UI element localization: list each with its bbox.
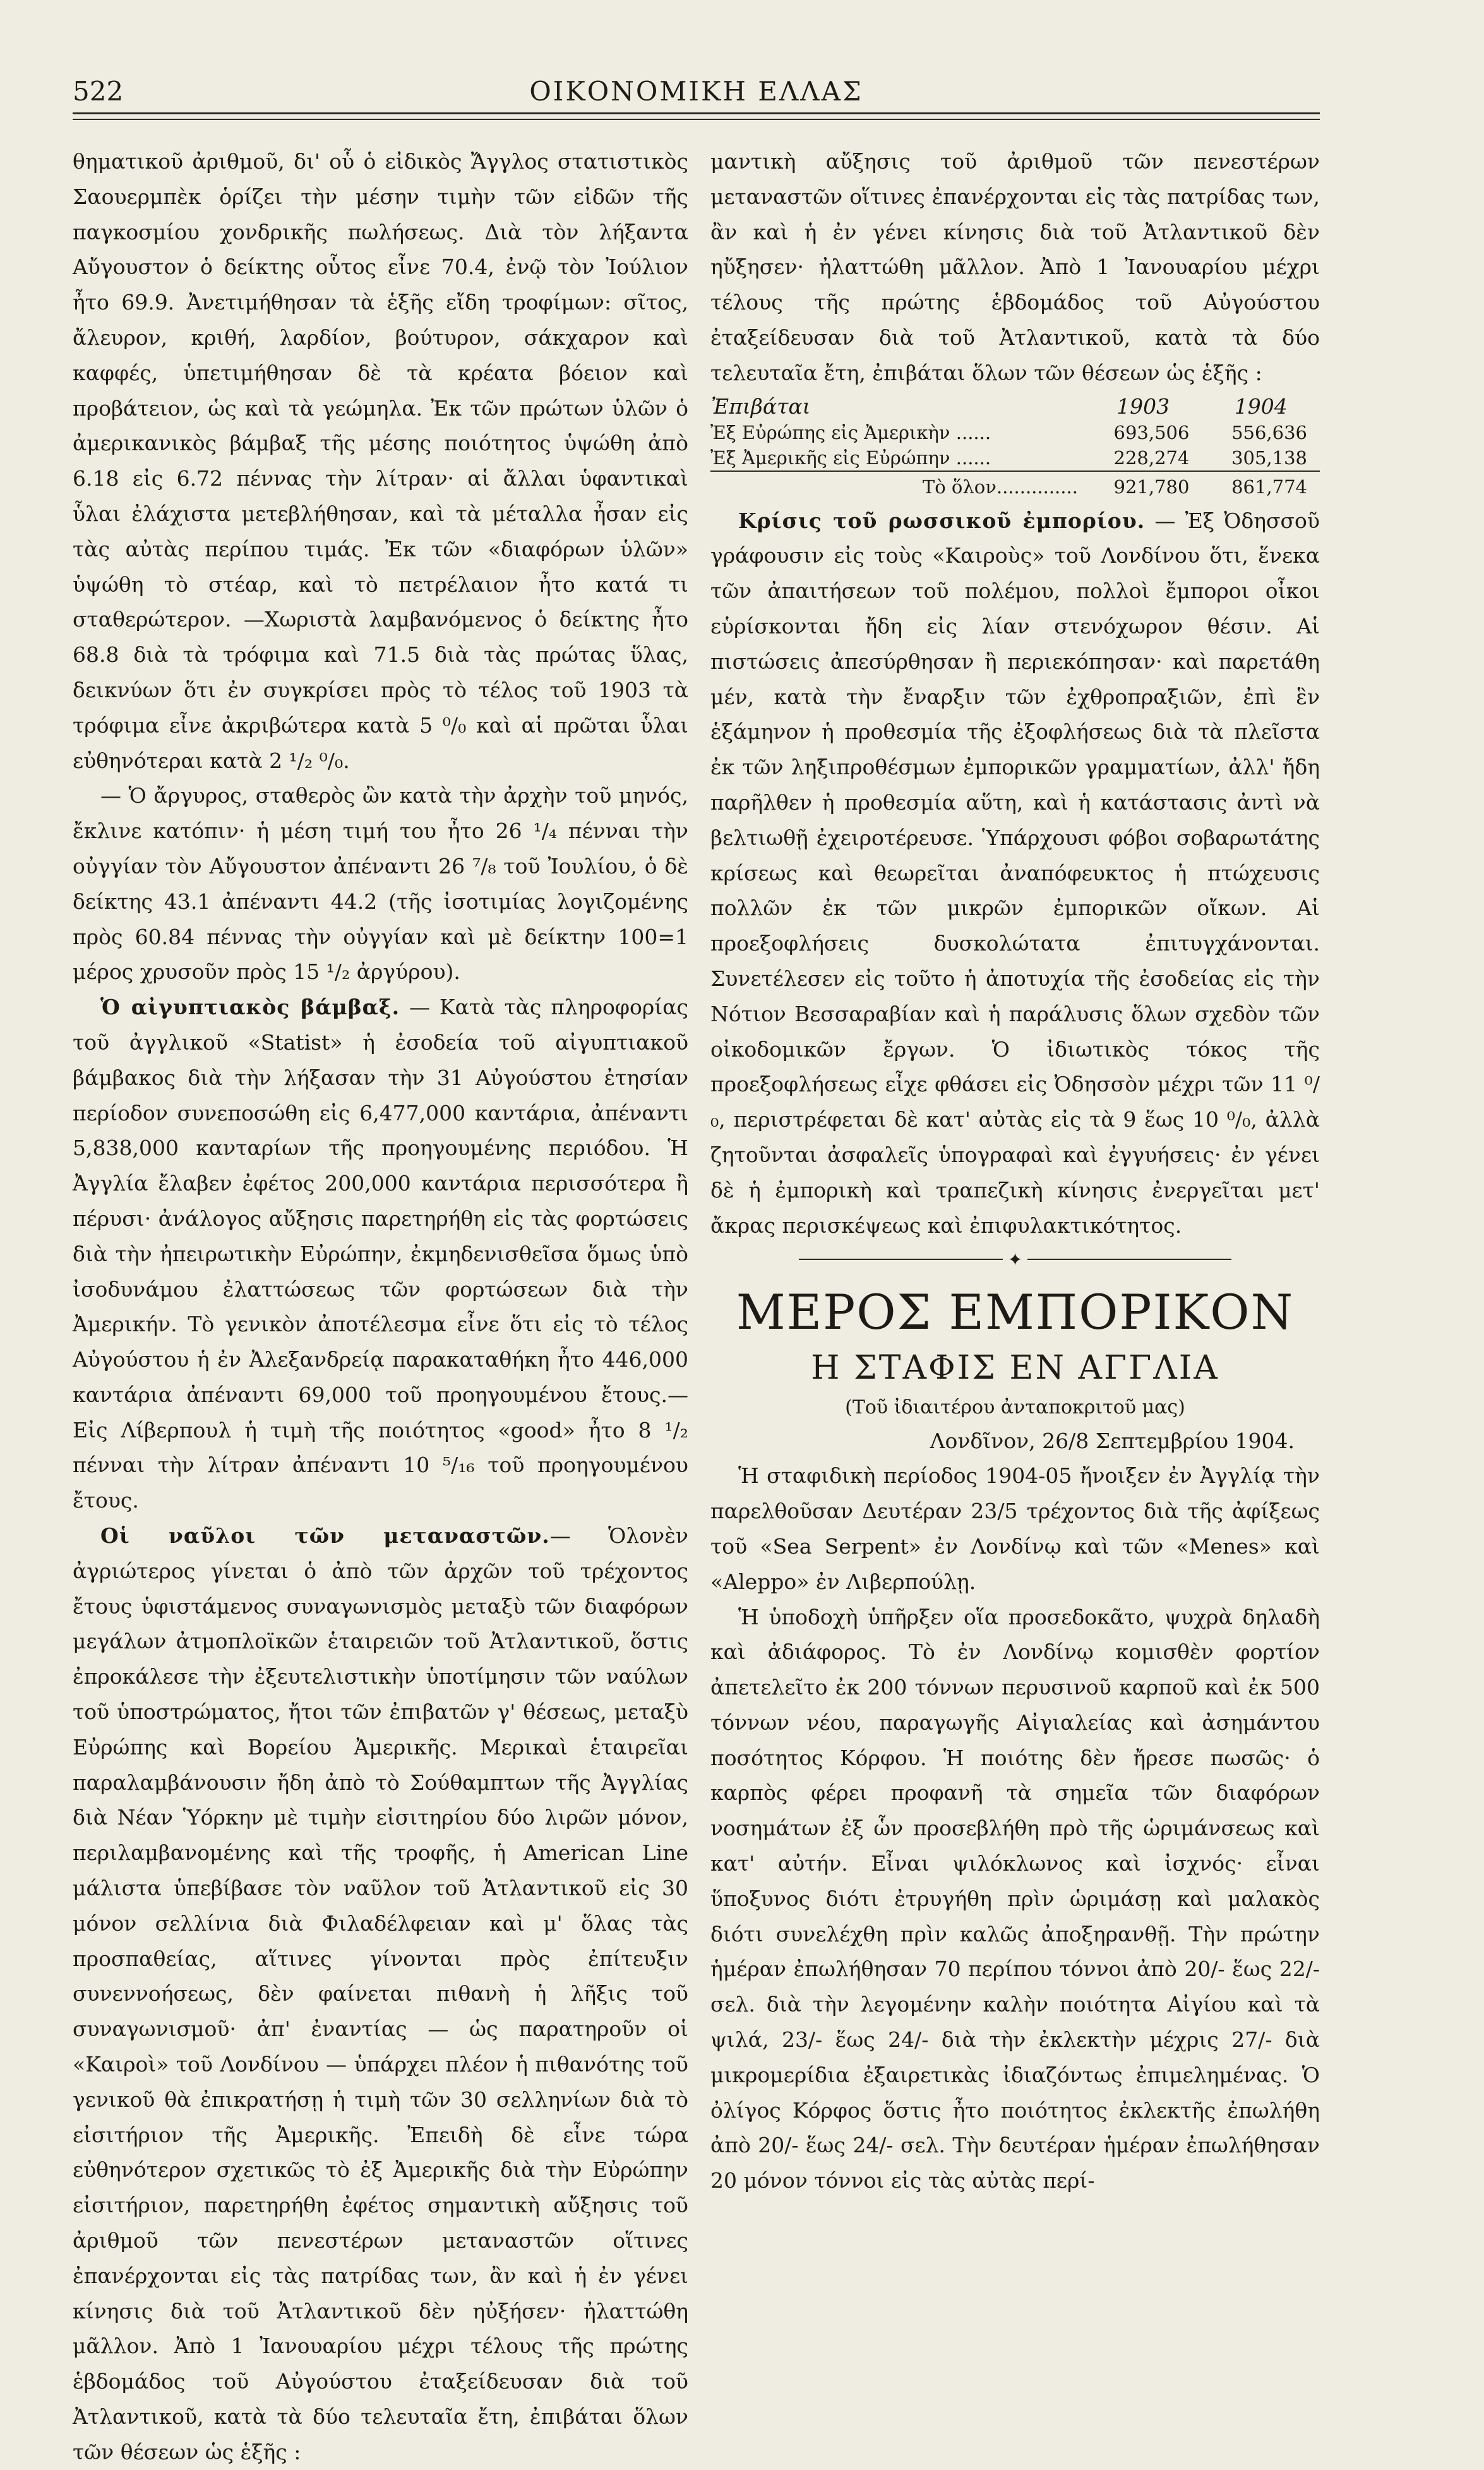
- table-total-cell: 861,774: [1202, 471, 1320, 500]
- paragraph-text: — Ἐξ Ὀδησσοῦ γράφουσιν εἰς τοὺς «Καιροὺς» τοῦ Λονδίνου ὅτι, ἕνεκα τῶν ἀπαιτήσεων τοῦ πολέμου, πολλοὶ ἔμποροι οἶκοι εὑρίσκονται ἤδη εἰς λίαν στενόχωρον θέσιν. Αἱ πιστώσεις ἀπεσύρθησαν ἢ περιεκόπησαν· καὶ παρετάθη μέν, κατὰ τὴν ἔναρξιν τῶν ἐχθροπραξιῶν, ἐπὶ ἓν ἑξάμηνον ἡ προθεσμία τῆς ἐξοφλήσεως διὰ τὰ πλεῖστα ἐκ τῶν ληξιπροθέσμων ἐμπορικῶν γραμματίων, ἀλλ' ἤδη παρῆλθεν ἡ προθεσμία αὕτη, καὶ ἡ κατάστασις ἀντὶ νὰ βελτιωθῇ ἐχειροτέρευσε. Ὑπάρχουσι φόβοι σοβαρωτάτης κρίσεως καὶ θεωρεῖται ἀναπόφευκτος ἡ πτώχευσις πολλῶν ἐκ τῶν μικρῶν ἐμπορικῶν οἴκων. Αἱ προεξοφλήσεις δυσκολώτατα ἐπιτυγχάνονται. Συνετέλεσεν εἰς τοῦτο ἡ ἀποτυχία τῆς ἐσοδείας εἰς τὴν Νότιον Βεσσαραβίαν καὶ ἡ παράλυσις ὅλων σχεδὸν τῶν οἰκοδομικῶν ἔργων. Ὁ ἰδιωτικὸς τόκος τῆς προεξοφλήσεως εἶχε φθάσει εἰς Ὀδησσὸν μέχρι τῶν 11 ⁰/₀, περιστρέφεται δὲ κατ' αὐτὰς εἰς τὰ 9 ἕως 10 ⁰/₀, ἀλλὰ ζητοῦνται ἀσφαλεῖς ὑπογραφαὶ καὶ ἐγγυήσεις· ἐν γένει δὲ ἡ ἐμπορικὴ καὶ τραπεζικὴ κίνησις ἐνεργεῖται μετ' ἄκρας περισκέψεως καὶ ἐπιφυλακτικότητος.: [710, 508, 1320, 1238]
- table-head-year: 1903: [1116, 393, 1170, 419]
- table-cell: 556,636: [1231, 421, 1307, 443]
- paragraph-egyptian-cotton: [73, 990, 688, 1518]
- paragraph-emigrant-fares: [73, 1518, 688, 2470]
- paragraph-currant-season: Ἡ σταφιδικὴ περίοδος 1904-05 ἤνοιξεν ἐν Ἀγγλίᾳ τὴν παρελθοῦσαν Δευτέραν 23/5 τρέχοντος διὰ τῆς ἀφίξεως τοῦ «Sea Serpent» ἐν Λονδίνῳ καὶ τῶν «Menes» καὶ «Aleppo» ἐν Λιβερπούλῃ.: [710, 1463, 1320, 1594]
- paragraph-sauerbeck-index: θηματικοῦ ἀριθμοῦ, δι' οὗ ὁ εἰδικὸς Ἄγγλος στατιστικὸς Σαουερμπὲκ ὁρίζει τὴν μέσην τιμὴν τῶν εἰδῶν τῆς παγκοσμίου χονδρικῆς πωλήσεως. Διὰ τὸν λήξαντα Αὔγουστον ὁ δείκτης οὗτος εἶνε 70.4, ἐνῷ τὸν Ἰούλιον ἦτο 69.9. Ἀνετιμήθησαν τὰ ἑξῆς εἴδη τροφίμων: σῖτος, ἄλευρον, κριθή, λαρδίον, βούτυρον, σάκχαρον καὶ καφφές, ὑπετιμήθησαν δὲ τὰ κρέατα βόειον καὶ προβάτειον, ὡς καὶ τὰ γεώμηλα. Ἐκ τῶν πρώτων ὑλῶν ὁ ἀμερικανικὸς βάμβαξ τῆς μέσης ποιότητος ὑψώθη ἀπὸ 6.18 εἰς 6.72 πέννας τὴν λίτραν· αἱ ἄλλαι ὑφαντικαὶ ὗλαι ἐλάχιστα μετεβλήθησαν, καὶ τὰ μέταλλα ἦσαν εἰς τὰς αὐτὰς περίπου τιμάς. Ἐκ τῶν «διαφόρων ὑλῶν» ὑψώθη τὸ στέαρ, καὶ τὸ πετρέλαιον ἦτο κατά τι σταθερώτερον. —Χωριστὰ λαμβανόμενος ὁ δείκτης ἦτο 68.8 διὰ τὰ τρόφιμα καὶ 71.5 διὰ τὰς πρώτας ὕλας, δεικνύων ὅτι ἐν συγκρίσει πρὸς τὸ τέλος τοῦ 1903 τὰ τρόφιμα εἶνε ἀκριβώτερα κατὰ 5 ⁰/₀ καὶ αἱ πρῶται ὗλαι εὐθηνότεραι κατὰ 2 ¹/₂ ⁰/₀.: [73, 149, 688, 773]
- section-separator: [710, 1243, 1320, 1274]
- table-total-label: Τὸ ὅλον..............: [710, 471, 1084, 500]
- table-total-row: [710, 471, 1320, 500]
- table-total-cell: 921,780: [1084, 471, 1202, 500]
- table-cell: 693,506: [1113, 421, 1190, 443]
- header-rule: [73, 112, 1320, 114]
- table-cell: 305,138: [1231, 447, 1307, 469]
- header-rule-thin: [73, 119, 1320, 120]
- paragraph-silver: — Ὁ ἄργυρος, σταθερὸς ὢν κατὰ τὴν ἀρχὴν τοῦ μηνός, ἔκλινε κατόπιν· ἡ μέση τιμή του ἦτο 26 ¹/₄ πένναι τὴν οὐγγίαν τὸν Αὔγουστον ἀπέναντι 26 ⁷/₈ τοῦ Ἰουλίου, ὁ δὲ δείκτης 43.1 ἀπέναντι 44.2 (τῆς ἰσοτιμίας λογιζομένης πρὸς 60.84 πέννας τὴν οὐγγίαν καὶ μὲ δείκτην 100=1 μέρος χρυσοῦν πρὸς 15 ¹/₂ ἀργύρου).: [73, 783, 688, 985]
- paragraph-text: — Κατὰ τὰς πληροφορίας τοῦ ἀγγλικοῦ «Statist» ἡ ἐσοδεία τοῦ αἰγυπτιακοῦ βάμβακος διὰ τὴν λήξασαν τὴν 31 Αὐγούστου ἐτησίαν περίοδον συνεποσώθη εἰς 6,477,000 καντάρια, ἀπέναντι 5,838,000 κανταρίων τῆς προηγουμένης περιόδου. Ἡ Ἀγγλία ἔλαβεν ἐφέτος 200,000 καντάρια περισσότερα ἢ πέρυσι· ἀνάλογος αὔξησις παρετηρήθη εἰς τὰς φορτώσεις διὰ τὴν ἠπειρωτικὴν Εὐρώπην, ἐκμηδενισθεῖσα ὅμως ὑπὸ ἰσοδυνάμου ἐλαττώσεως τῶν φορτώσεων διὰ τὴν Ἀμερικήν. Τὸ γενικὸν ἀποτέλεσμα εἶνε ὅτι εἰς τὸ τέλος Αὐγούστου ἡ ἐν Ἀλεξανδρείᾳ παρακαταθήκη ἦτο 446,000 καντάρια ἀπέναντι 69,000 τοῦ προηγουμένου ἔτους.— Εἰς Λίβερπουλ ἡ τιμὴ τῆς ποιότητος «good» ἦτο 8 ¹/₂ πένναι τὴν λίτραν ἀπέναντι 10 ⁵/₁₆ τοῦ προηγουμένου ἔτους.: [73, 995, 688, 1513]
- left-column: [73, 144, 688, 2470]
- running-title: ΟΙΚΟΝΟΜΙΚΗ ΕΛΛΑΣ: [529, 76, 863, 107]
- table-head-year: 1904: [1234, 393, 1288, 419]
- article-title: Η ΣΤΑΦΙΣ ΕΝ ΑΓΓΛΙΑ: [811, 1349, 1219, 1388]
- section-title: ΜΕΡΟΣ ΕΜΠΟΡΙΚΟΝ: [736, 1284, 1295, 1341]
- table-cell: 228,274: [1113, 447, 1190, 469]
- table-row-label: Ἐξ Εὐρώπης εἰς Ἀμερικὴν ......: [710, 421, 991, 443]
- runin-heading: Κρίσις τοῦ ρωσσικοῦ ἐμπορίου.: [738, 508, 1146, 533]
- ornament-icon: ✦: [1003, 1249, 1027, 1270]
- table-head-label: Ἐπιβάται: [711, 393, 811, 419]
- runin-heading: Οἱ ναῦλοι τῶν μεταναστῶν.: [100, 1523, 550, 1549]
- table-row-label: Ἐξ Ἀμερικῆς εἰς Εὐρώπην ......: [710, 447, 991, 469]
- table-header-row: [710, 393, 1320, 420]
- paragraph-continuation: μαντικὴ αὔξησις τοῦ ἀριθμοῦ τῶν πενεστέρων μεταναστῶν οἵτινες ἐπανέρχονται εἰς τὰς πατρίδας των, ἂν καὶ ἡ ἐν γένει κίνησις διὰ τοῦ Ἀτλαντικοῦ δὲν ηὔξησεν· ἠλαττώθη μᾶλλον. Ἀπὸ 1 Ἰανουαρίου μέχρι τέλους τῆς πρώτης ἑβδομάδος τοῦ Αὐγούστου ἐταξείδευσαν διὰ τοῦ Ἀτλαντικοῦ, κατὰ τὰ δύο τελευταῖα ἔτη, ἐπιβάται ὅλων τῶν θέσεων ὡς ἑξῆς :: [710, 149, 1320, 385]
- paragraph-text: — Ὁλονὲν ἀγριώτερος γίνεται ὁ ἀπὸ τῶν ἀρχῶν τοῦ τρέχοντος ἔτους ὑφιστάμενος συναγωνισμὸς μεταξὺ τῶν διαφόρων μεγάλων ἀτμοπλοϊκῶν ἑταιρειῶν τοῦ Ἀτλαντικοῦ, ὅστις ἐπροκάλεσε τὴν ἐξευτελιστικὴν ὑποτίμησιν τῶν ναύλων τοῦ ὑποστρώματος, ἤτοι τῶν ἐπιβατῶν γ' θέσεως, μεταξὺ Εὐρώπης καὶ Βορείου Ἀμερικῆς. Μερικαὶ ἑταιρεῖαι παραλαμβάνουσιν ἤδη ἀπὸ τὸ Σούθαμπτων τῆς Ἀγγλίας διὰ Νέαν Ὑόρκην μὲ τιμὴν εἰσιτηρίου δύο λιρῶν μόνον, περιλαμβανομένης καὶ τῆς τροφῆς, ἡ American Line μάλιστα ὑπεβίβασε τὸν ναῦλον τοῦ Ἀτλαντικοῦ εἰς 30 μόνον σελλίνια διὰ Φιλαδέλφειαν καὶ μ' ὅλας τὰς προσπαθείας, αἵτινες γίνονται πρὸς ἐπίτευξιν συνεννοήσεως, δὲν φαίνεται πιθανὴ ἡ λῆξις τοῦ συναγωνισμοῦ· ἀπ' ἐναντίας — ὡς παρατηροῦν οἱ «Καιροὶ» τοῦ Λονδίνου — ὑπάρχει πλέον ἡ πιθανότης τοῦ γενικοῦ θὰ ἐπικρατήσῃ ἡ τιμὴ τῶν 30 σελληνίων διὰ τὸ εἰσιτήριον τῆς Ἀμερικῆς. Ἐπειδὴ δὲ εἶνε τώρα εὐθηνότερον σχετικῶς τὸ ἐξ Ἀμερικῆς διὰ τὴν Εὐρώπην εἰσιτήριον, παρετηρήθη ἐφέτος σημαντικὴ αὔξησις τοῦ ἀριθμοῦ τῶν πενεστέρων μεταναστῶν οἵτινες ἐπανέρχονται εἰς τὰς πατρίδας των, ἂν καὶ ἡ ἐν γένει κίνησις διὰ τοῦ Ἀτλαντικοῦ δὲν ηὐξήσεν· ἠλαττώθη μᾶλλον. Ἀπὸ 1 Ἰανουαρίου μέχρι τέλους τῆς πρώτης ἑβδομάδος τοῦ Αὐγούστου ἐταξείδευσαν διὰ τοῦ Ἀτλαντικοῦ, κατὰ τὰ δύο τελευταῖα ἔτη, ἐπιβάται ὅλων τῶν θέσεων ὡς ἑξῆς :: [73, 1523, 688, 2464]
- table-row: [710, 445, 1320, 471]
- passenger-table: [710, 393, 1320, 500]
- table-row: [710, 420, 1320, 445]
- paragraph-russian-crisis: [710, 503, 1320, 1244]
- runin-heading: Ὁ αἰγυπτιακὸς βάμβαξ.: [100, 995, 400, 1020]
- article-dateline: Λονδῖνον, 26/8 Σεπτεμβρίου 1904.: [930, 1429, 1295, 1454]
- page-number: 522: [73, 76, 124, 107]
- paragraph-currant-reception: Ἡ ὑποδοχὴ ὑπῆρξεν οἵα προσεδοκᾶτο, ψυχρὰ δηλαδὴ καὶ ἀδιάφορος. Τὸ ἐν Λονδίνῳ κομισθὲν φορτίον ἀπετελεῖτο ἐκ 200 τόννων περυσινοῦ καρποῦ καὶ ἐκ 500 τόννων νέου, παραγωγῆς Αἰγιαλείας καὶ ἀσημάντου ποσότητος Κόρφου. Ἡ ποιότης δὲν ἤρεσε πωσῶς· ὁ καρπὸς φέρει προφανῆ τὰ σημεῖα τῶν διαφόρων νοσημάτων ἐξ ὧν προσεβλήθη πρὸ τῆς ὡριμάνσεως καὶ κατ' αὐτήν. Εἶναι ψιλόκλωνος καὶ ἰσχνός· εἶναι ὕποξυνος διότι ἐτρυγήθη πρὶν ὡριμάσῃ καὶ μαλακὸς διότι συνελέχθη πρὶν καλῶς ἀποξηρανθῇ. Τὴν πρώτην ἡμέραν ἐπωλήθησαν 70 περίπου τόννοι ἀπὸ 20/- ἕως 22/- σελ. διὰ τὴν λεγομένην καλὴν ποιότητα Αἰγίου καὶ τὰ ψιλά, 23/- ἕως 24/- διὰ τὴν ἐκλεκτὴν μέχρις 27/- διὰ μικρομερίδια ἐξαιρετικὰς ἰδιαζόντως ἐπιμελημένας. Ὁ ὀλίγος Κόρφος ὅστις ἦτο ποιότητος ἐκλεκτῆς ἐπωλήθη ἀπὸ 20/- ἕως 24/- σελ. Τὴν δευτέραν ἡμέραν ἐπωλήθησαν 20 μόνον τόννοι εἰς τὰς αὐτὰς περί-: [710, 1604, 1320, 2193]
- article-byline: (Τοῦ ἰδιαιτέρου ἀνταποκριτοῦ μας): [845, 1396, 1185, 1419]
- page-header: [73, 76, 1320, 114]
- right-column: [710, 144, 1320, 2198]
